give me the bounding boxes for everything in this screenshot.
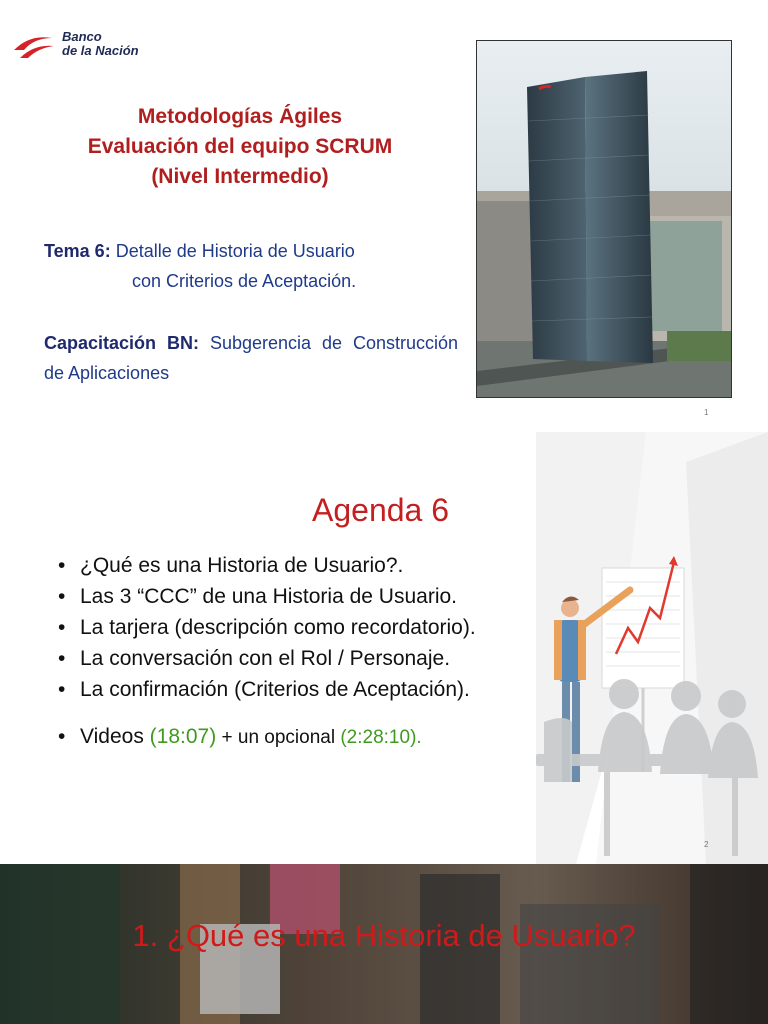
videos-label: Videos (80, 725, 150, 748)
title-line-3: (Nivel Intermedio) (151, 165, 329, 188)
videos-item (58, 721, 530, 753)
slide-1 (0, 0, 768, 432)
logo-line-2: de la Nación (62, 43, 139, 58)
agenda-item: • Las 3 “CCC” de una Historia de Usuario. (58, 581, 530, 612)
agenda-title: Agenda 6 (312, 492, 450, 528)
agenda-item: • La conversación con el Rol / Personaje. (58, 643, 530, 674)
title-line-1: Metodologías Ágiles (137, 105, 343, 128)
videos-mid: + un opcional (216, 727, 341, 748)
agenda-item: • La tarjera (descripción como recordatorio). (58, 612, 530, 643)
agenda-item: • La confirmación (Criterios de Aceptación). (58, 674, 530, 705)
title-line-2: Evaluación del equipo SCRUM (87, 135, 393, 158)
training-block (44, 328, 458, 388)
agenda-item: • ¿Qué es una Historia de Usuario?. (58, 550, 530, 581)
topic-block (44, 236, 464, 296)
page-number-1: 1 (704, 408, 709, 417)
section-title: 1. ¿Qué es una Historia de Usuario? (132, 918, 636, 953)
topic-label: Tema 6: (44, 241, 111, 261)
headquarters-building-photo (476, 40, 732, 398)
slide-3 (0, 864, 768, 1024)
presentation-title (40, 102, 440, 192)
agenda-list (58, 550, 530, 753)
banco-nacion-logo (12, 28, 172, 64)
training-text: Subgerencia de Construcción de Aplicaciones (44, 333, 458, 383)
video-time-2: (2:28:10). (340, 727, 422, 748)
topic-line-1: Detalle de Historia de Usuario (110, 241, 355, 261)
topic-line-2: con Criterios de Aceptación. (132, 271, 357, 291)
training-label: Capacitación BN: (44, 333, 199, 353)
presenter-illustration (536, 432, 768, 864)
slide-2 (0, 432, 768, 864)
logo-swoosh-icon (12, 32, 56, 62)
video-time-1: (18:07) (149, 725, 217, 748)
page-number-2: 2 (704, 840, 709, 849)
logo-line-1: Banco (62, 29, 102, 44)
